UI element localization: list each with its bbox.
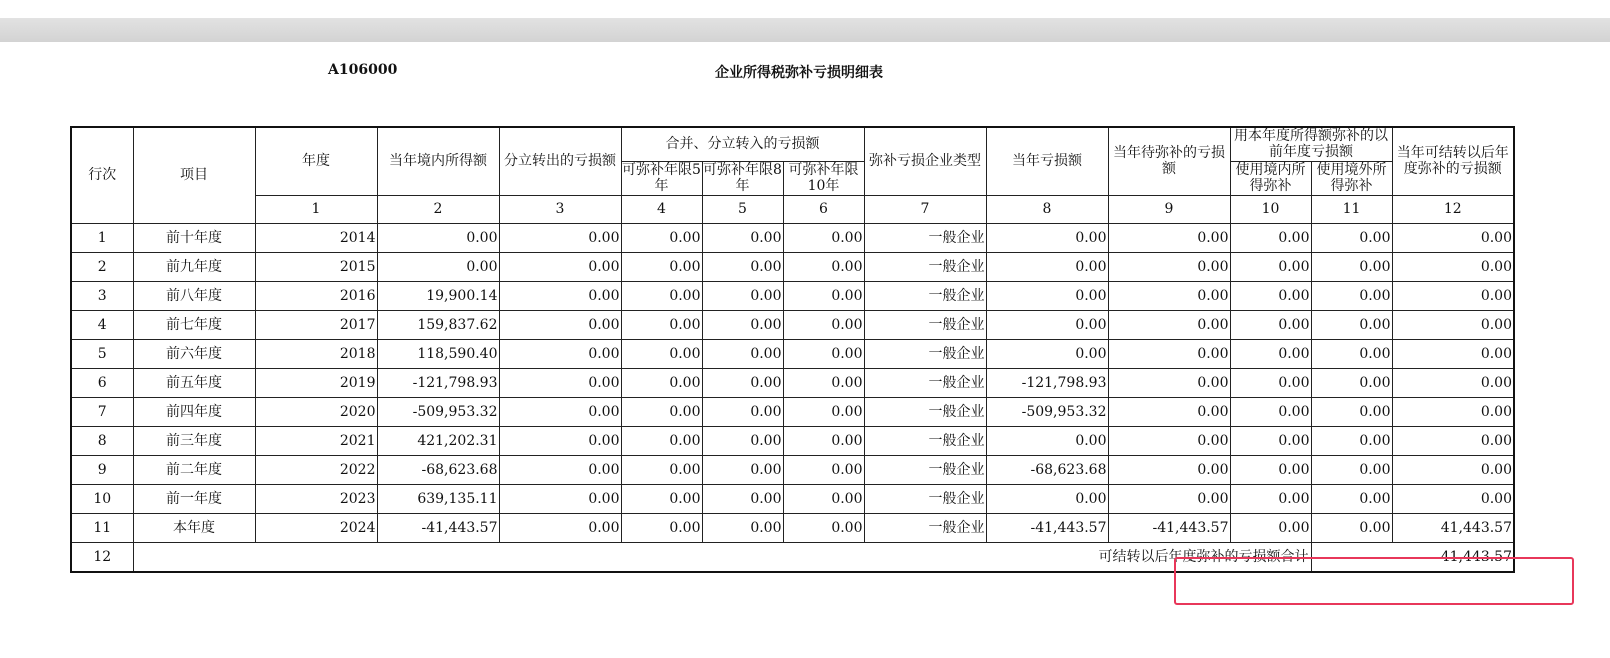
row-used-domestic: 0.00 [1230,397,1311,426]
row-merge-5yr: 0.00 [621,281,702,310]
row-income: -121,798.93 [377,368,499,397]
row-split-out: 0.00 [499,310,621,339]
row-used-foreign: 0.00 [1311,426,1392,455]
row-merge-10yr: 0.00 [783,426,864,455]
row-used-domestic: 0.00 [1230,484,1311,513]
row-used-foreign: 0.00 [1311,397,1392,426]
row-merge-8yr: 0.00 [702,426,783,455]
row-carry-forward: 0.00 [1392,252,1514,281]
row-enterprise-type: 一般企业 [864,252,986,281]
row-pending-loss: 0.00 [1108,397,1230,426]
header-used-domestic: 使用境内所得弥补 [1230,161,1311,195]
row-year: 2021 [255,426,377,455]
row-year: 2020 [255,397,377,426]
row-current-loss: 0.00 [986,426,1108,455]
row-pending-loss: 0.00 [1108,368,1230,397]
header-merge-10yr: 可弥补年限10年 [783,161,864,195]
row-item: 前三年度 [133,426,255,455]
row-carry-forward: 0.00 [1392,484,1514,513]
row-item: 前七年度 [133,310,255,339]
row-merge-5yr: 0.00 [621,397,702,426]
row-carry-forward: 0.00 [1392,339,1514,368]
row-pending-loss: 0.00 [1108,310,1230,339]
row-year: 2017 [255,310,377,339]
row-merge-10yr: 0.00 [783,281,864,310]
row-income: 19,900.14 [377,281,499,310]
row-split-out: 0.00 [499,281,621,310]
row-item: 前五年度 [133,368,255,397]
row-pending-loss: 0.00 [1108,484,1230,513]
row-enterprise-type: 一般企业 [864,368,986,397]
row-no: 3 [71,281,133,310]
row-used-domestic: 0.00 [1230,513,1311,542]
row-income: 0.00 [377,252,499,281]
row-year: 2016 [255,281,377,310]
row-merge-5yr: 0.00 [621,484,702,513]
row-used-foreign: 0.00 [1311,281,1392,310]
row-no: 9 [71,455,133,484]
row-item: 前八年度 [133,281,255,310]
row-pending-loss: 0.00 [1108,339,1230,368]
row-carry-forward: 0.00 [1392,223,1514,252]
row-split-out: 0.00 [499,455,621,484]
header-enterprise-type: 弥补亏损企业类型 [864,127,986,195]
row-current-loss: 0.00 [986,281,1108,310]
row-used-domestic: 0.00 [1230,455,1311,484]
row-enterprise-type: 一般企业 [864,397,986,426]
row-enterprise-type: 一般企业 [864,426,986,455]
loss-offset-table [70,126,1515,573]
row-merge-5yr: 0.00 [621,223,702,252]
row-merge-8yr: 0.00 [702,368,783,397]
row-merge-5yr: 0.00 [621,426,702,455]
row-used-domestic: 0.00 [1230,223,1311,252]
row-no: 2 [71,252,133,281]
row-carry-forward: 0.00 [1392,368,1514,397]
table-body [71,223,1514,542]
row-item: 前九年度 [133,252,255,281]
row-used-foreign: 0.00 [1311,339,1392,368]
row-enterprise-type: 一般企业 [864,513,986,542]
row-used-foreign: 0.00 [1311,252,1392,281]
header-merge-8yr: 可弥补年限8年 [703,162,782,194]
row-used-domestic: 0.00 [1230,252,1311,281]
row-carry-forward: 0.00 [1392,281,1514,310]
row-no: 7 [71,397,133,426]
row-enterprise-type: 一般企业 [864,339,986,368]
col-number: 11 [1311,195,1392,223]
row-split-out: 0.00 [499,397,621,426]
row-enterprise-type: 一般企业 [864,310,986,339]
row-merge-8yr: 0.00 [702,484,783,513]
table-row [71,368,1514,397]
row-carry-forward: 0.00 [1392,397,1514,426]
row-used-domestic: 0.00 [1230,426,1311,455]
col-number: 6 [783,195,864,223]
header-split-out-loss: 分立转出的亏损额 [499,127,621,195]
header-row-no: 行次 [71,127,133,223]
row-split-out: 0.00 [499,513,621,542]
table-row [71,281,1514,310]
row-enterprise-type: 一般企业 [864,484,986,513]
row-used-foreign: 0.00 [1311,484,1392,513]
row-year: 2018 [255,339,377,368]
table-row [71,397,1514,426]
row-current-loss: -121,798.93 [986,368,1108,397]
row-used-foreign: 0.00 [1311,455,1392,484]
row-split-out: 0.00 [499,339,621,368]
row-carry-forward: 0.00 [1392,426,1514,455]
header-merge-group: 合并、分立转入的亏损额 [621,127,864,161]
row-used-foreign: 0.00 [1311,310,1392,339]
row-merge-8yr: 0.00 [702,252,783,281]
row-merge-8yr: 0.00 [702,513,783,542]
row-item: 前一年度 [133,484,255,513]
row-pending-loss: 0.00 [1108,455,1230,484]
row-used-domestic: 0.00 [1230,281,1311,310]
row-merge-8yr: 0.00 [702,455,783,484]
table-row [71,513,1514,542]
row-current-loss: 0.00 [986,252,1108,281]
row-merge-5yr: 0.00 [621,368,702,397]
row-used-domestic: 0.00 [1230,368,1311,397]
table-row [71,339,1514,368]
row-carry-forward: 0.00 [1392,455,1514,484]
table-row [71,484,1514,513]
row-current-loss: 0.00 [986,484,1108,513]
row-no: 5 [71,339,133,368]
table-row [71,455,1514,484]
row-merge-5yr: 0.00 [621,310,702,339]
row-merge-8yr: 0.00 [702,310,783,339]
header-year: 年度 [255,127,377,195]
total-row [71,542,1514,572]
row-current-loss: 0.00 [986,310,1108,339]
row-no: 6 [71,368,133,397]
row-merge-5yr: 0.00 [621,252,702,281]
row-current-loss: 0.00 [986,339,1108,368]
row-enterprise-type: 一般企业 [864,455,986,484]
row-year: 2015 [255,252,377,281]
row-year: 2022 [255,455,377,484]
row-merge-10yr: 0.00 [783,310,864,339]
row-pending-loss: -41,443.57 [1108,513,1230,542]
row-enterprise-type: 一般企业 [864,223,986,252]
row-used-foreign: 0.00 [1311,368,1392,397]
col-number: 3 [499,195,621,223]
row-income: 639,135.11 [377,484,499,513]
row-pending-loss: 0.00 [1108,223,1230,252]
row-pending-loss: 0.00 [1108,281,1230,310]
row-current-loss: -509,953.32 [986,397,1108,426]
row-merge-10yr: 0.00 [783,455,864,484]
row-income: 118,590.40 [377,339,499,368]
total-label: 可结转以后年度弥补的亏损额合计 [133,542,1311,572]
row-year: 2023 [255,484,377,513]
col-number: 1 [255,195,377,223]
row-income: 421,202.31 [377,426,499,455]
row-merge-5yr: 0.00 [621,339,702,368]
col-number: 5 [702,195,783,223]
row-merge-8yr: 0.00 [702,281,783,310]
row-merge-10yr: 0.00 [783,252,864,281]
row-merge-10yr: 0.00 [783,513,864,542]
row-income: 159,837.62 [377,310,499,339]
col-number: 10 [1230,195,1311,223]
header-current-loss: 当年亏损额 [986,127,1108,195]
table-row [71,310,1514,339]
row-merge-10yr: 0.00 [783,339,864,368]
form-title: 企业所得税弥补亏损明细表 [715,65,883,81]
row-used-domestic: 0.00 [1230,310,1311,339]
row-year: 2014 [255,223,377,252]
row-no: 10 [71,484,133,513]
table-row [71,223,1514,252]
row-current-loss: -41,443.57 [986,513,1108,542]
row-no: 11 [71,513,133,542]
col-number: 9 [1108,195,1230,223]
row-merge-5yr: 0.00 [621,455,702,484]
table-row [71,426,1514,455]
row-used-foreign: 0.00 [1311,223,1392,252]
row-item: 前四年度 [133,397,255,426]
total-row-no: 12 [71,542,133,572]
row-enterprise-type: 一般企业 [864,281,986,310]
col-number: 2 [377,195,499,223]
header-domestic-income: 当年境内所得额 [377,127,499,195]
row-used-domestic: 0.00 [1230,339,1311,368]
row-no: 8 [71,426,133,455]
row-income: -509,953.32 [377,397,499,426]
row-merge-10yr: 0.00 [783,223,864,252]
row-year: 2019 [255,368,377,397]
row-item: 前六年度 [133,339,255,368]
row-income: 0.00 [377,223,499,252]
row-merge-10yr: 0.00 [783,368,864,397]
total-value: 41,443.57 [1311,542,1514,572]
row-merge-8yr: 0.00 [702,397,783,426]
row-no: 1 [71,223,133,252]
row-split-out: 0.00 [499,484,621,513]
row-income: -68,623.68 [377,455,499,484]
header-item: 项目 [133,127,255,223]
header-pending-loss: 当年待弥补的亏损额 [1108,127,1230,195]
row-pending-loss: 0.00 [1108,426,1230,455]
row-no: 4 [71,310,133,339]
viewer-toolbar-strip [0,18,1610,42]
header-used-foreign: 使用境外所得弥补 [1311,161,1392,195]
row-split-out: 0.00 [499,426,621,455]
header-carry-forward: 当年可结转以后年度弥补的亏损额 [1392,127,1514,195]
row-split-out: 0.00 [499,252,621,281]
row-pending-loss: 0.00 [1108,252,1230,281]
row-income: -41,443.57 [377,513,499,542]
col-number: 4 [621,195,702,223]
col-number: 7 [864,195,986,223]
row-merge-5yr: 0.00 [621,513,702,542]
form-code: A106000 [328,62,398,78]
col-number: 8 [986,195,1108,223]
row-merge-8yr: 0.00 [702,339,783,368]
header-merge-5yr: 可弥补年限5年 [622,162,701,194]
row-used-foreign: 0.00 [1311,513,1392,542]
row-carry-forward: 0.00 [1392,310,1514,339]
row-year: 2024 [255,513,377,542]
row-merge-10yr: 0.00 [783,397,864,426]
row-item: 本年度 [133,513,255,542]
row-carry-forward: 41,443.57 [1392,513,1514,542]
table-row [71,252,1514,281]
row-merge-10yr: 0.00 [783,484,864,513]
col-number: 12 [1392,195,1514,223]
row-item: 前十年度 [133,223,255,252]
row-current-loss: 0.00 [986,223,1108,252]
row-split-out: 0.00 [499,368,621,397]
row-merge-8yr: 0.00 [702,223,783,252]
row-split-out: 0.00 [499,223,621,252]
header-used-group: 用本年度所得额弥补的以前年度亏损额 [1230,127,1392,161]
row-item: 前二年度 [133,455,255,484]
row-current-loss: -68,623.68 [986,455,1108,484]
